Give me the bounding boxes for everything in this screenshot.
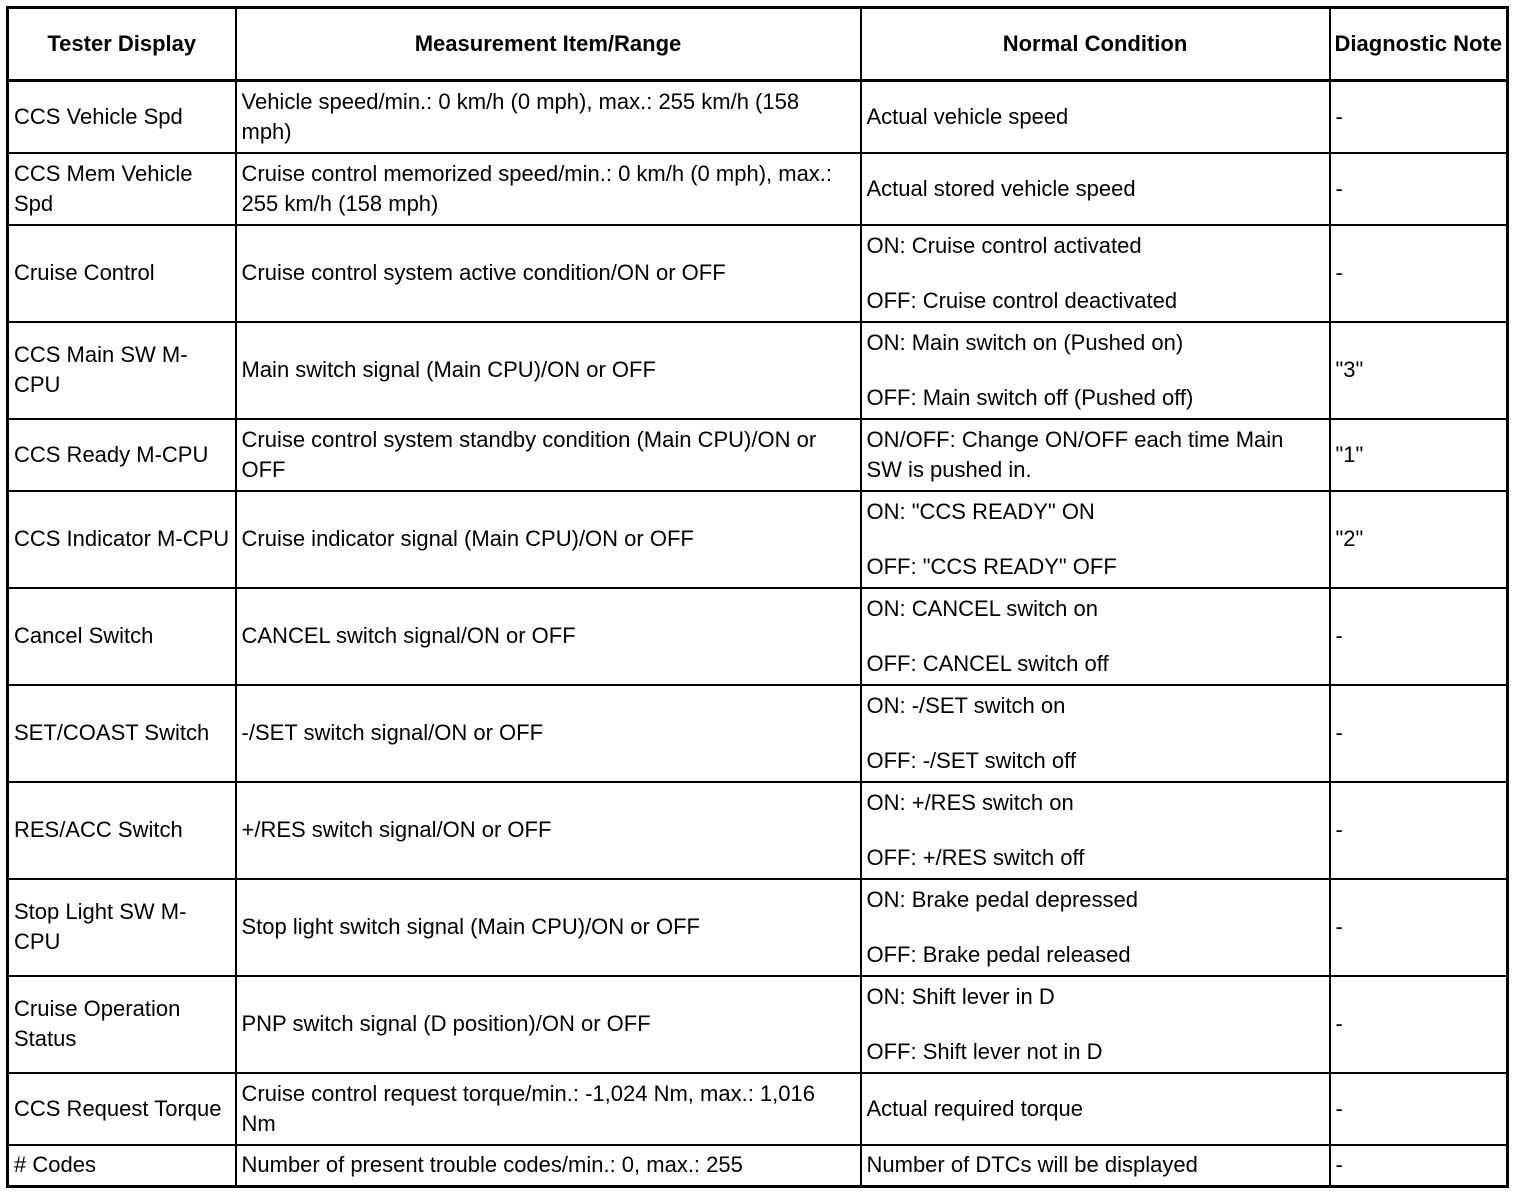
normal-condition-cell <box>861 1145 1330 1187</box>
normal-condition-line: Actual stored vehicle speed <box>866 175 1136 201</box>
normal-condition-line: Actual vehicle speed <box>866 103 1069 129</box>
tester-display-cell: CCS Request Torque <box>8 1073 236 1145</box>
diagnostic-note-cell: "3" <box>1330 322 1508 419</box>
normal-condition-line: OFF: Main switch off (Pushed off) <box>866 384 1194 410</box>
diagnostic-note-cell: - <box>1330 782 1508 879</box>
table-row <box>8 81 1508 153</box>
diagnostic-note-cell: "2" <box>1330 491 1508 588</box>
measurement-cell: CANCEL switch signal/ON or OFF <box>236 588 861 685</box>
tester-display-cell: # Codes <box>8 1145 236 1187</box>
header-normal-condition: Normal Condition <box>861 8 1330 81</box>
measurement-cell: +/RES switch signal/ON or OFF <box>236 782 861 879</box>
diagnostic-note-cell: - <box>1330 879 1508 976</box>
normal-condition-cell <box>861 879 1330 976</box>
normal-condition-line: ON: Cruise control activated <box>866 232 1142 258</box>
diagnostic-note-cell: - <box>1330 1073 1508 1145</box>
normal-condition-line: Actual required torque <box>866 1095 1083 1121</box>
measurement-cell: Cruise control memorized speed/min.: 0 km/h (0 mph), max.: 255 km/h (158 mph) <box>236 153 861 225</box>
table-row <box>8 1073 1508 1145</box>
normal-condition-line: ON: -/SET switch on <box>866 692 1066 718</box>
diagnostic-note-cell: - <box>1330 81 1508 153</box>
normal-condition-line: ON: Main switch on (Pushed on) <box>866 329 1184 355</box>
normal-condition-line: OFF: -/SET switch off <box>866 747 1076 773</box>
table-row <box>8 685 1508 782</box>
normal-condition-line: OFF: Cruise control deactivated <box>866 287 1178 313</box>
table-row <box>8 322 1508 419</box>
measurement-cell: Cruise indicator signal (Main CPU)/ON or OFF <box>236 491 861 588</box>
table-body <box>8 81 1508 1187</box>
tester-display-cell: RES/ACC Switch <box>8 782 236 879</box>
measurement-cell: Number of present trouble codes/min.: 0, max.: 255 <box>236 1145 861 1187</box>
table-row <box>8 491 1508 588</box>
diagnostic-note-cell: - <box>1330 153 1508 225</box>
tester-display-cell: CCS Mem Vehicle Spd <box>8 153 236 225</box>
normal-condition-cell <box>861 1073 1330 1145</box>
tester-display-cell: Cruise Control <box>8 225 236 322</box>
measurement-cell: Stop light switch signal (Main CPU)/ON or OFF <box>236 879 861 976</box>
table-row <box>8 976 1508 1073</box>
table-row <box>8 153 1508 225</box>
normal-condition-line: OFF: Brake pedal released <box>866 941 1131 967</box>
table-row <box>8 588 1508 685</box>
normal-condition-line: OFF: CANCEL switch off <box>866 650 1109 676</box>
normal-condition-line: ON: CANCEL switch on <box>866 595 1098 621</box>
normal-condition-cell <box>861 225 1330 322</box>
tester-display-cell: SET/COAST Switch <box>8 685 236 782</box>
tester-display-cell: CCS Main SW M-CPU <box>8 322 236 419</box>
normal-condition-cell <box>861 322 1330 419</box>
header-tester-display: Tester Display <box>8 8 236 81</box>
normal-condition-cell <box>861 491 1330 588</box>
normal-condition-line: ON/OFF: Change ON/OFF each time Main SW is pushed in. <box>866 426 1284 482</box>
table-header <box>8 8 1508 81</box>
tester-display-cell: Cruise Operation Status <box>8 976 236 1073</box>
normal-condition-cell <box>861 588 1330 685</box>
diagnostic-note-cell: - <box>1330 225 1508 322</box>
normal-condition-line: ON: "CCS READY" ON <box>866 498 1095 524</box>
table-row <box>8 419 1508 491</box>
header-measurement-item: Measurement Item/Range <box>236 8 861 81</box>
normal-condition-line: Number of DTCs will be displayed <box>866 1152 1198 1178</box>
tester-display-cell: Cancel Switch <box>8 588 236 685</box>
tester-display-cell: Stop Light SW M-CPU <box>8 879 236 976</box>
normal-condition-cell <box>861 685 1330 782</box>
diagnostic-note-cell: - <box>1330 685 1508 782</box>
normal-condition-line: ON: Shift lever in D <box>866 983 1055 1009</box>
normal-condition-cell <box>861 976 1330 1073</box>
header-diagnostic-note: Diagnostic Note <box>1330 8 1508 81</box>
measurement-cell: Vehicle speed/min.: 0 km/h (0 mph), max.: 255 km/h (158 mph) <box>236 81 861 153</box>
normal-condition-cell <box>861 81 1330 153</box>
measurement-cell: Cruise control request torque/min.: -1,024 Nm, max.: 1,016 Nm <box>236 1073 861 1145</box>
diagnostic-note-cell: "1" <box>1330 419 1508 491</box>
table-row <box>8 879 1508 976</box>
normal-condition-line: ON: +/RES switch on <box>866 789 1074 815</box>
measurement-cell: Cruise control system active condition/ON or OFF <box>236 225 861 322</box>
measurement-cell: Main switch signal (Main CPU)/ON or OFF <box>236 322 861 419</box>
data-list-table <box>6 6 1509 1188</box>
diagnostic-note-cell: - <box>1330 976 1508 1073</box>
tester-display-cell: CCS Indicator M-CPU <box>8 491 236 588</box>
diagnostic-note-cell: - <box>1330 588 1508 685</box>
table-row <box>8 782 1508 879</box>
normal-condition-line: OFF: Shift lever not in D <box>866 1038 1103 1064</box>
tester-display-cell: CCS Ready M-CPU <box>8 419 236 491</box>
tester-display-cell: CCS Vehicle Spd <box>8 81 236 153</box>
normal-condition-line: OFF: "CCS READY" OFF <box>866 553 1117 579</box>
diagnostic-note-cell: - <box>1330 1145 1508 1187</box>
measurement-cell: Cruise control system standby condition (Main CPU)/ON or OFF <box>236 419 861 491</box>
measurement-cell: PNP switch signal (D position)/ON or OFF <box>236 976 861 1073</box>
normal-condition-cell <box>861 419 1330 491</box>
normal-condition-cell <box>861 153 1330 225</box>
header-row <box>8 8 1508 81</box>
normal-condition-line: OFF: +/RES switch off <box>866 844 1085 870</box>
measurement-cell: -/SET switch signal/ON or OFF <box>236 685 861 782</box>
normal-condition-cell <box>861 782 1330 879</box>
table-row <box>8 225 1508 322</box>
table-row <box>8 1145 1508 1187</box>
normal-condition-line: ON: Brake pedal depressed <box>866 886 1138 912</box>
